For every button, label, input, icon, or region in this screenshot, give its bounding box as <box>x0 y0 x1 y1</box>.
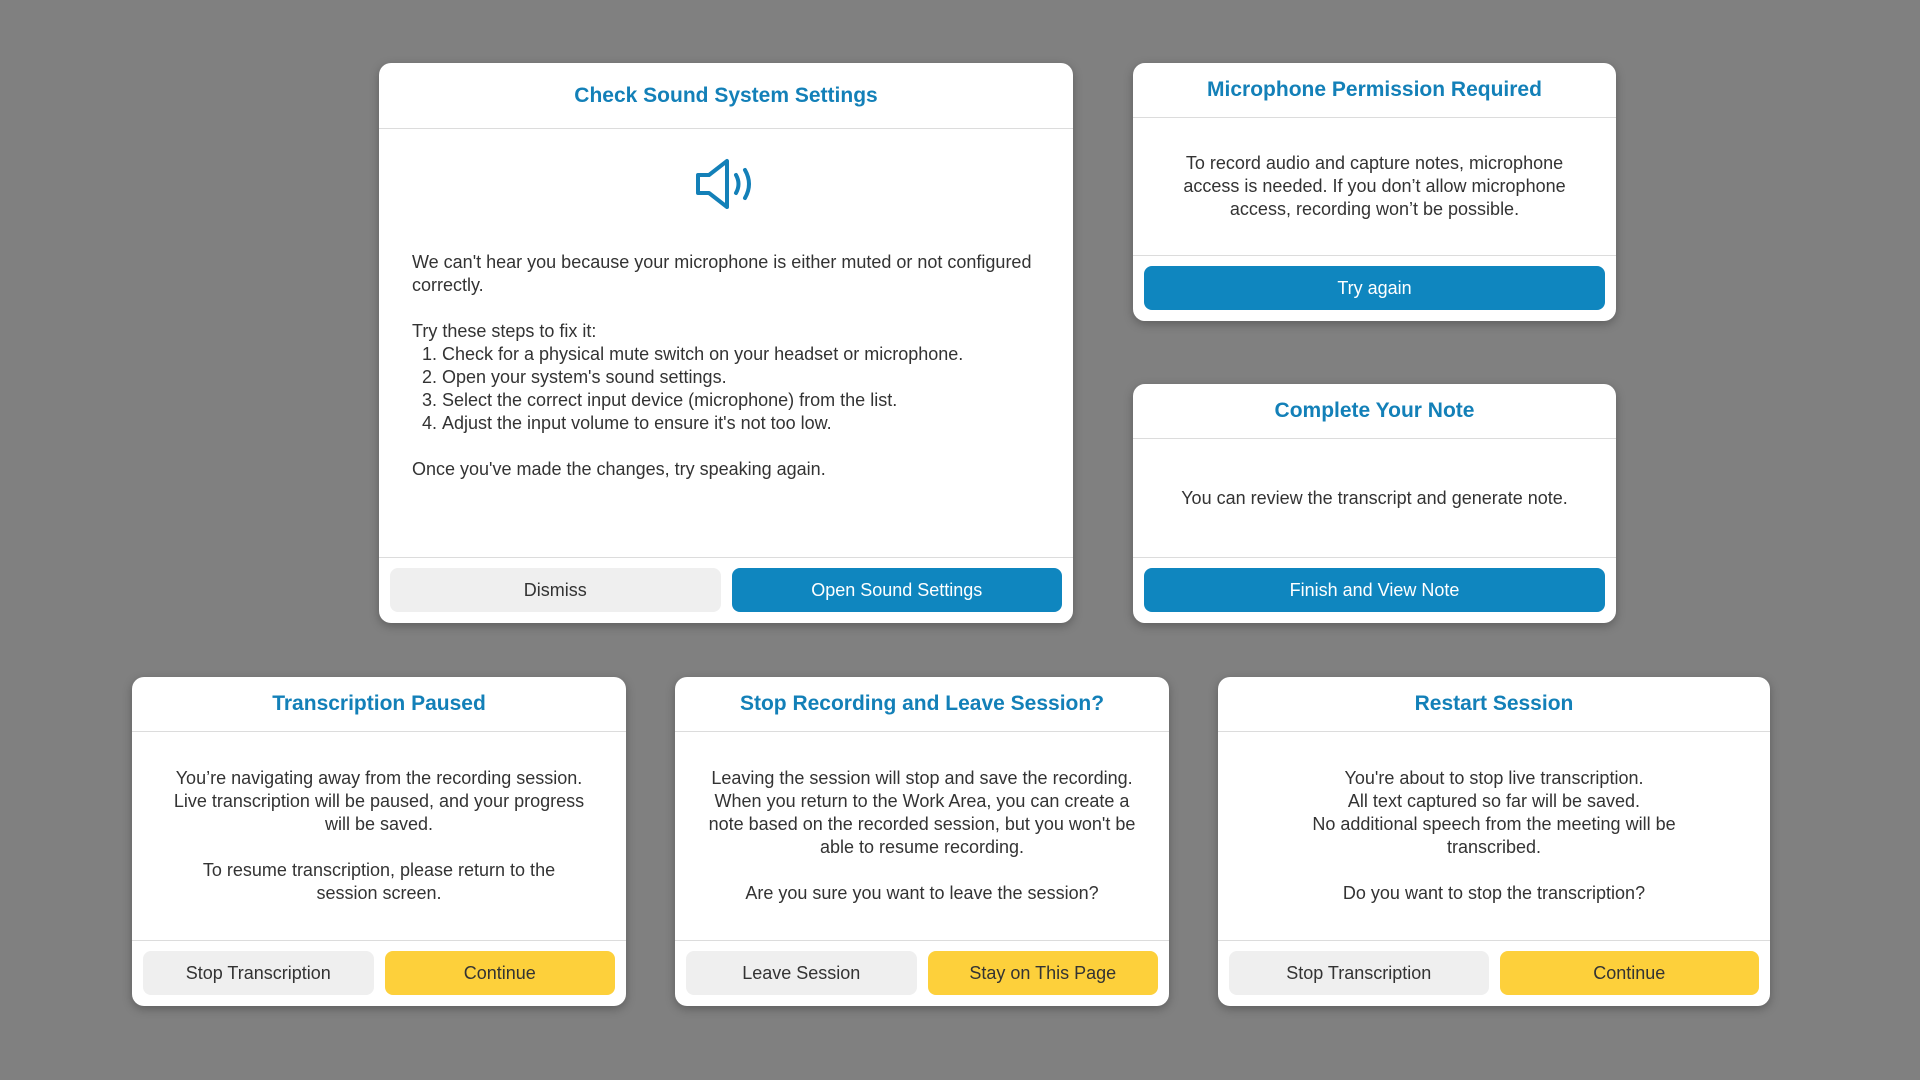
dialog-body <box>1133 118 1616 255</box>
list-item: 3. Select the correct input device (microphone) from the list. <box>442 389 1040 412</box>
complete-note-dialog <box>1133 384 1616 623</box>
dialog-body <box>379 129 1073 557</box>
stop-transcription-button[interactable]: Stop Transcription <box>143 951 374 995</box>
dialog-title: Transcription Paused <box>272 692 486 715</box>
try-again-button[interactable]: Try again <box>1144 266 1605 310</box>
open-sound-settings-button[interactable]: Open Sound Settings <box>732 568 1063 612</box>
dialog-header <box>1133 63 1616 118</box>
spacer <box>412 297 1040 320</box>
dialog-footer <box>675 940 1169 1006</box>
continue-button[interactable]: Continue <box>385 951 616 995</box>
speaker-icon-wrap <box>412 157 1040 211</box>
dialog-title: Restart Session <box>1414 692 1574 715</box>
dialog-message: To record audio and capture notes, microphone access is needed. If you don’t allow microphone access, recording won’t be possible. <box>1183 153 1566 219</box>
list-item: 2. Open your system's sound settings. <box>442 366 1040 389</box>
dialog-header <box>1218 677 1770 732</box>
dialog-header <box>379 63 1073 129</box>
continue-button[interactable]: Continue <box>1500 951 1760 995</box>
dialog-message-secondary: Are you sure you want to leave the session? <box>745 883 1099 903</box>
steps-list <box>412 343 1040 435</box>
dismiss-button[interactable]: Dismiss <box>390 568 721 612</box>
dialog-message-line: You're about to stop live transcription. <box>1344 768 1644 788</box>
dialog-message: You’re navigating away from the recording session. Live transcription will be paused, and your progress will be saved. <box>173 768 585 834</box>
dialog-title: Check Sound System Settings <box>574 83 878 107</box>
dialog-body <box>1218 732 1770 940</box>
microphone-permission-dialog <box>1133 63 1616 321</box>
dialog-body <box>1133 439 1616 557</box>
dialog-message: We can't hear you because your microphone is either muted or not configured correctly. <box>412 252 1032 295</box>
dialog-message-secondary: To resume transcription, please return to the session screen. <box>202 860 556 903</box>
dialog-title: Stop Recording and Leave Session? <box>739 692 1105 715</box>
speaker-icon <box>695 157 757 211</box>
dialog-title: Complete Your Note <box>1274 399 1475 422</box>
dialog-title: Microphone Permission Required <box>1207 78 1542 101</box>
steps-intro: Try these steps to fix it: <box>412 321 597 341</box>
finish-and-view-note-button[interactable]: Finish and View Note <box>1144 568 1605 612</box>
dialog-message: You can review the transcript and generate note. <box>1181 487 1568 508</box>
dialog-footer <box>132 940 626 1006</box>
dialog-body <box>132 732 626 940</box>
leave-session-button[interactable]: Leave Session <box>686 951 917 995</box>
outro-text: Once you've made the changes, try speaking again. <box>412 459 826 479</box>
dialog-footer <box>1133 255 1616 321</box>
transcription-paused-dialog <box>132 677 626 1006</box>
dialog-message-line: No additional speech from the meeting will be transcribed. <box>1312 814 1676 857</box>
list-item: 4. Adjust the input volume to ensure it's not too low. <box>442 412 1040 435</box>
dialog-footer <box>1133 557 1616 623</box>
leave-session-dialog <box>675 677 1169 1006</box>
dialog-message-secondary: Do you want to stop the transcription? <box>1342 883 1646 903</box>
dialog-footer <box>1218 940 1770 1006</box>
dialog-header <box>675 677 1169 732</box>
sound-settings-dialog <box>379 63 1073 623</box>
list-item: 1. Check for a physical mute switch on your headset or microphone. <box>442 343 1040 366</box>
restart-session-dialog <box>1218 677 1770 1006</box>
dialog-footer <box>379 557 1073 623</box>
dialog-header <box>132 677 626 732</box>
dialog-message-line: All text captured so far will be saved. <box>1347 791 1641 811</box>
stop-transcription-button[interactable]: Stop Transcription <box>1229 951 1489 995</box>
stay-on-page-button[interactable]: Stay on This Page <box>928 951 1159 995</box>
spacer <box>412 435 1040 458</box>
dialog-message: Leaving the session will stop and save the recording. When you return to the Work Area, you can create a note based on the recorded session, but you won't be able to resume recording. <box>708 768 1136 857</box>
dialog-body <box>675 732 1169 940</box>
dialog-header <box>1133 384 1616 439</box>
